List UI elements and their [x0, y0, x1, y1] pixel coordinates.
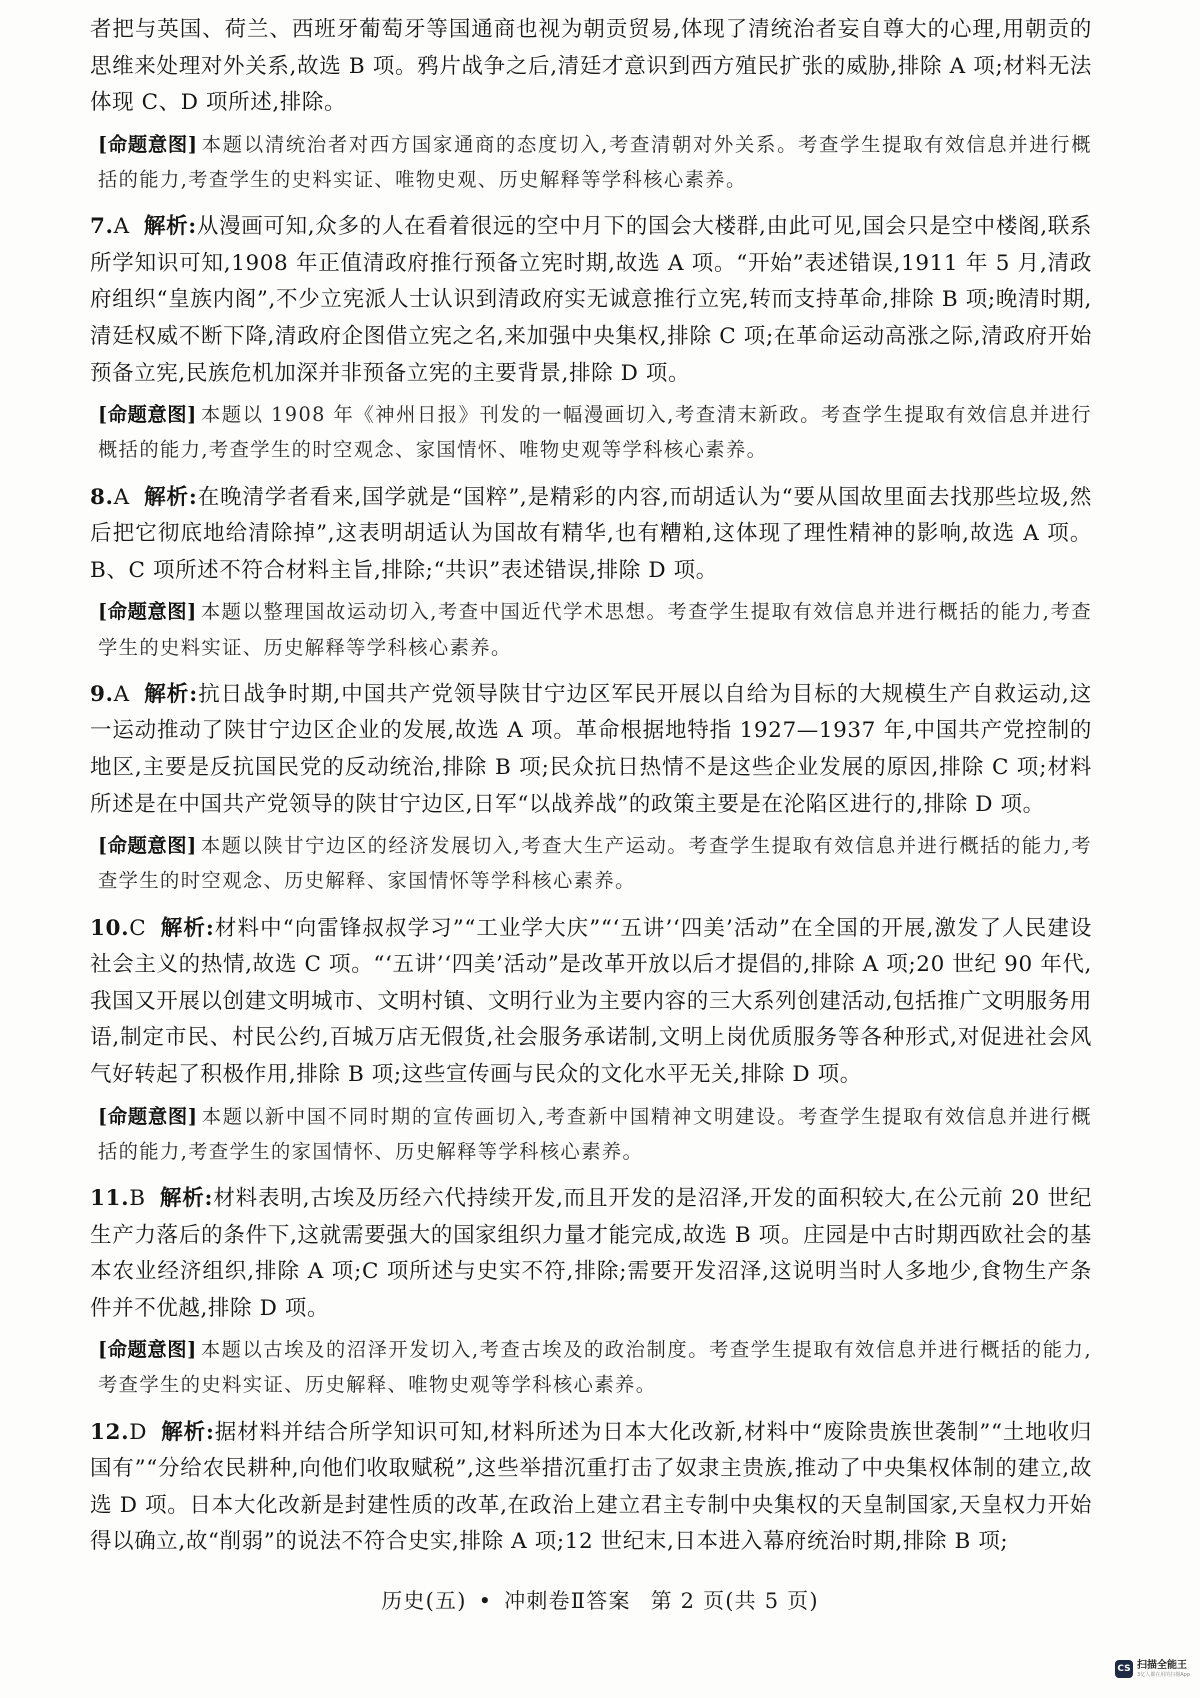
intent-paragraph: [90, 397, 1092, 467]
analysis-paragraph: [90, 480, 1092, 590]
intent-text: 本题以新中国不同时期的宣传画切入,考查新中国精神文明建设。考查学生提取有效信息并进行概括的能力,考查学生的家国情怀、历史解释等学科核心素养。: [98, 1104, 1092, 1163]
answer-letter: A: [113, 681, 130, 707]
intent-paragraph: [90, 828, 1092, 898]
intent-paragraph: [90, 127, 1092, 197]
answer-letter: D: [129, 1419, 148, 1445]
intent-paragraph: [90, 1099, 1092, 1169]
answer-item-7: [90, 209, 1092, 467]
analysis-paragraph: [90, 677, 1092, 823]
analysis-label: 解析:: [159, 1185, 214, 1211]
item-number: 10.: [90, 915, 130, 941]
item-number: 11.: [90, 1185, 130, 1211]
answer-letter: C: [129, 915, 147, 941]
analysis-text: 在晚清学者看来,国学就是“国粹”,是精彩的内容,而胡适认为“要从国故里面去找那些垃圾,然后把它彻底地给清除掉”,这表明胡适认为国故有精华,也有糟粕,这体现了理性精神的影响,故选 A 项。B、C 项所述不符合材料主旨,排除;“共识”表述错误,排除 D 项。: [90, 484, 1092, 583]
watermark-name: 扫描全能王: [1137, 1659, 1188, 1671]
watermark-subtitle: 3亿人都在用的扫描App: [1137, 1671, 1190, 1678]
intent-text: 本题以清统治者对西方国家通商的态度切入,考查清朝对外关系。考查学生提取有效信息并进行概括的能力,考查学生的史料实证、唯物史观、历史解释等学科核心素养。: [98, 132, 1092, 191]
analysis-label: 解析:: [160, 915, 215, 941]
analysis-text: 从漫画可知,众多的人在看着很远的空中月下的国会大楼群,由此可见,国会只是空中楼阁,联系所学知识可知,1908 年正值清政府推行预备立宪时期,故选 A 项。“开始”表述错误,1911 年 5 月,清政府组织“皇族内阁”,不少立宪派人士认识到清政府实无诚意推行立宪,转而支持革命,排除 B 项;晚清时期,清廷权威不断下降,清政府企图借立宪之名,来加强中央集权,排除 C 项;在革命运动高涨之际,清政府开始预备立宪,民族危机加深并非预备立宪的主要背景,排除 D 项。: [90, 214, 1093, 386]
item-number: 7.: [90, 214, 114, 240]
answer-letter: A: [113, 484, 130, 510]
answer-letter: A: [113, 214, 130, 240]
analysis-label: 解析:: [143, 681, 198, 707]
analysis-text: 抗日战争时期,中国共产党领导陕甘宁边区军民开展以自给为目标的大规模生产自救运动,这一运动推动了陕甘宁边区企业的发展,故选 A 项。革命根据地特指 1927—1937 年,中国共产党控制的地区,主要是反抗国民党的反动统治,排除 B 项;民众抗日热情不是这些企业发展的原因,排除 C 项;材料所述是在中国共产党领导的陕甘宁边区,日军“以战养战”的政策主要是在沦陷区进行的,排除 D 项。: [90, 681, 1092, 817]
footer-page-number: 第 2 页(共 5 页): [650, 1589, 819, 1613]
analysis-paragraph: [90, 209, 1092, 392]
answer-item-10: [90, 911, 1092, 1169]
intent-tag: [命题意图]: [98, 403, 197, 427]
intent-text: 本题以古埃及的沼泽开发切入,考查古埃及的政治制度。考查学生提取有效信息并进行概括的能力,考查学生的史料实证、历史解释、唯物史观等学科核心素养。: [98, 1338, 1092, 1397]
analysis-label: 解析:: [143, 214, 197, 240]
intent-paragraph: [90, 594, 1092, 664]
analysis-text: 材料中“向雷锋叔叔学习”“工业学大庆”“‘五讲’‘四美’活动”在全国的开展,激发了人民建设社会主义的热情,故选 C 项。“‘五讲’‘四美’活动”是改革开放以后才提倡的,排除 A 项;20 世纪 90 年代,我国又开展以创建文明城市、文明村镇、文明行业为主要内容的三大系列创建活动,包括推广文明服务用语,制定市民、村民公约,百城万店无假货,社会服务承诺制,文明上岗优质服务等各种形式,对促进社会风气好转起了积极作用,排除 B 项;这些宣传画与民众的文化水平无关,排除 D 项。: [90, 915, 1092, 1087]
page-footer: [0, 1585, 1200, 1615]
answer-item-8: [90, 480, 1092, 665]
intent-tag: [命题意图]: [98, 1338, 197, 1362]
analysis-text: 材料表明,古埃及历经六代持续开发,而且开发的是沼泽,开发的面积较大,在公元前 20 世纪生产力落后的条件下,这就需要强大的国家组织力量才能完成,故选 B 项。庄园是中古时期西欧社会的基本农业经济组织,排除 A 项;C 项所述与史实不符,排除;需要开发沼泽,这说明当时人多地少,食物生产条件并不优越,排除 D 项。: [90, 1185, 1092, 1321]
intent-tag: [命题意图]: [98, 834, 197, 858]
analysis-text: 者把与英国、荷兰、西班牙葡萄牙等国通商也视为朝贡贸易,体现了清统治者妄自尊大的心理,用朝贡的思维来处理对外关系,故选 B 项。鸦片战争之后,清廷才意识到西方殖民扩张的威胁,排除 A 项;材料无法体现 C、D 项所述,排除。: [90, 17, 1092, 116]
intent-tag: [命题意图]: [98, 600, 197, 624]
analysis-paragraph: [90, 1415, 1092, 1561]
answer-item-11: [90, 1181, 1092, 1403]
intent-text: 本题以 1908 年《神州日报》刊发的一幅漫画切入,考查清末新政。考查学生提取有效信息并进行概括的能力,考查学生的时空观念、家国情怀、唯物史观等学科核心素养。: [98, 403, 1092, 462]
answer-item-6-continuation: [90, 12, 1092, 197]
analysis-label: 解析:: [161, 1419, 215, 1445]
watermark-text: [1137, 1661, 1190, 1678]
intent-paragraph: [90, 1332, 1092, 1402]
item-number: 12.: [90, 1419, 130, 1445]
footer-subject: 历史(五): [381, 1589, 467, 1613]
intent-tag: [命题意图]: [98, 1104, 198, 1128]
footer-paper: 冲刺卷Ⅱ答案: [504, 1589, 631, 1613]
intent-text: 本题以陕甘宁边区的经济发展切入,考查大生产运动。考查学生提取有效信息并进行概括的能力,考查学生的时空观念、历史解释、家国情怀等学科核心素养。: [98, 834, 1092, 893]
item-number: 8.: [90, 484, 114, 510]
analysis-paragraph: [90, 911, 1092, 1094]
answer-item-9: [90, 677, 1092, 899]
item-number: 9.: [90, 681, 114, 707]
answer-letter: B: [129, 1185, 146, 1211]
intent-tag: [命题意图]: [98, 132, 198, 156]
answer-item-12: [90, 1415, 1092, 1561]
intent-text: 本题以整理国故运动切入,考查中国近代学术思想。考查学生提取有效信息并进行概括的能力,考查学生的史料实证、历史解释等学科核心素养。: [98, 600, 1092, 659]
analysis-paragraph: [90, 1181, 1092, 1327]
camscanner-logo-icon: CS: [1115, 1660, 1133, 1678]
analysis-label: 解析:: [143, 484, 198, 510]
scanner-watermark: [1115, 1660, 1190, 1678]
analysis-text: 据材料并结合所学知识可知,材料所述为日本大化改新,材料中“废除贵族世袭制”“土地收归国有”“分给农民耕种,向他们收取赋税”,这些举措沉重打击了奴隶主贵族,推动了中央集权体制的建立,故选 D 项。日本大化改新是封建性质的改革,在政治上建立君主专制中央集权的天皇制国家,天皇权力开始得以确立,故“削弱”的说法不符合史实,排除 A 项;12 世纪末,日本进入幕府统治时期,排除 B 项;: [90, 1419, 1092, 1555]
footer-dot: •: [478, 1589, 493, 1613]
